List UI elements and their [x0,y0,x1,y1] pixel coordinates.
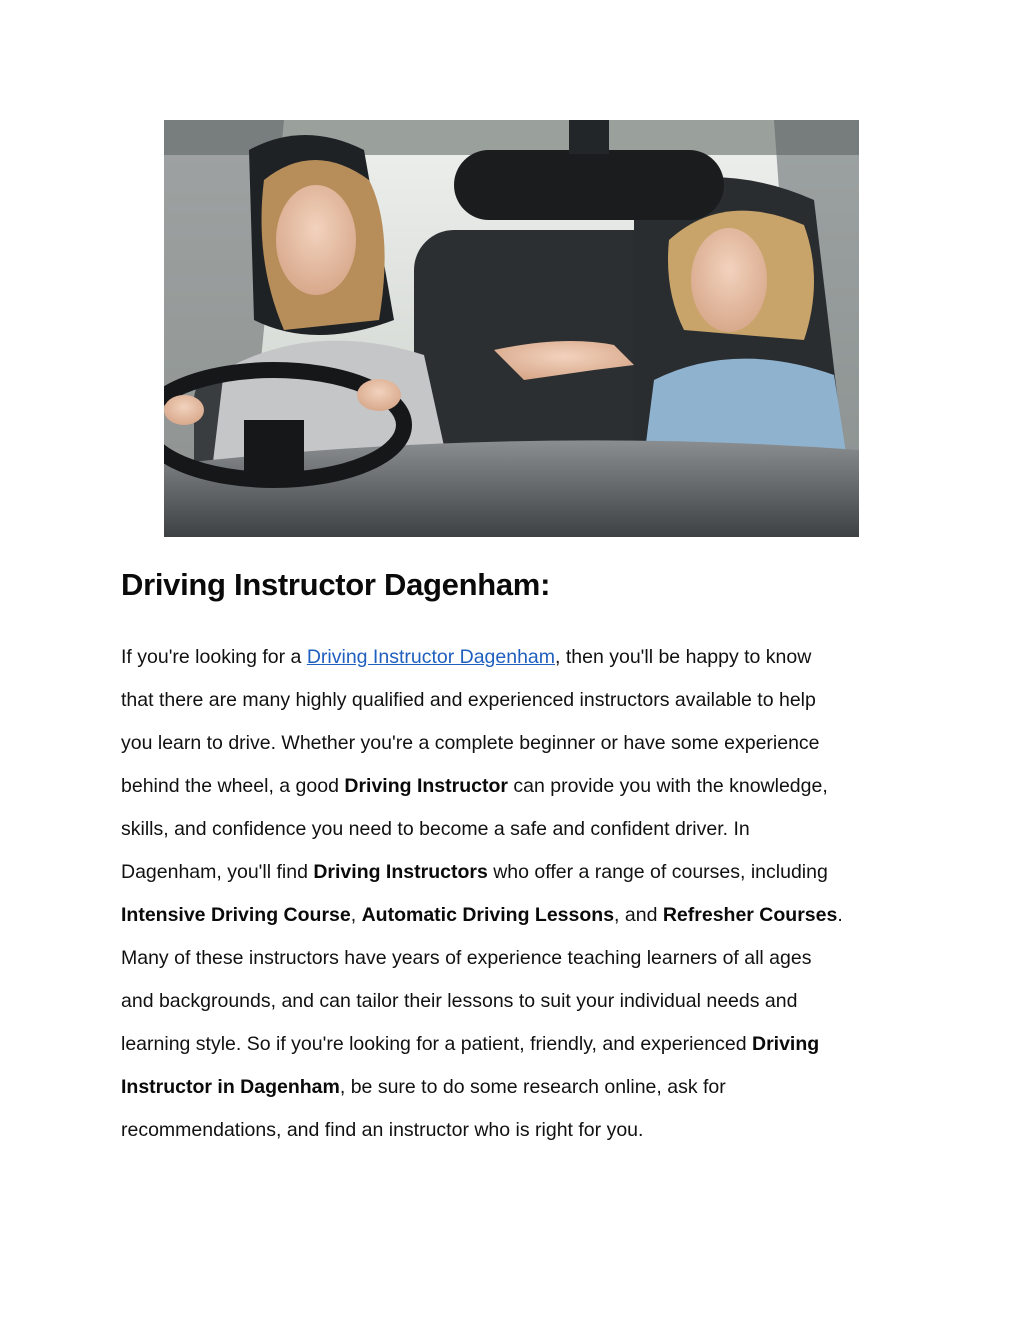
bold-term: Automatic Driving Lessons [361,904,615,926]
text-segment: , then you'll be happy to know [555,646,812,668]
bold-term: Instructor in Dagenham [121,1076,340,1098]
text-segment: Dagenham, you'll find [121,861,314,883]
article-paragraph [121,636,911,1152]
text-segment: behind the wheel, a good [121,775,345,797]
text-segment: , be sure to do some research online, ask for [339,1076,726,1098]
text-line: you learn to drive. Whether you're a complete beginner or have some experience [121,732,820,754]
text-segment: , [350,904,362,926]
text-line [121,894,911,937]
text-segment: who offer a range of courses, including [487,861,828,883]
text-segment: . [837,904,843,926]
bold-term: Driving [751,1033,820,1055]
text-line: Many of these instructors have years of experience teaching learners of all ages [121,947,812,969]
text-segment: , and [614,904,663,926]
driving-lesson-photo [164,120,859,537]
page-title: Driving Instructor Dagenham: [121,567,551,602]
text-line: that there are many highly qualified and experienced instructors available to help [121,689,816,711]
text-line [121,1066,911,1109]
text-segment: can provide you with the knowledge, [507,775,828,797]
bold-term: Driving Instructors [313,861,488,883]
text-segment: If you're looking for a [121,646,307,668]
text-line: and backgrounds, and can tailor their lessons to suit your individual needs and [121,990,798,1012]
text-line [121,851,911,894]
bold-term: Refresher Courses [662,904,838,926]
car-interior-illustration [164,120,859,537]
bold-term: Driving Instructor [344,775,508,797]
text-segment: learning style. So if you're looking for a patient, friendly, and experienced [121,1033,752,1055]
driving-instructor-dagenham-link[interactable]: Driving Instructor Dagenham [306,646,556,668]
text-line [121,765,911,808]
text-line: recommendations, and find an instructor who is right for you. [121,1119,644,1141]
text-line [121,636,911,679]
text-line [121,1023,911,1066]
bold-term: Intensive Driving Course [121,904,351,926]
text-line: skills, and confidence you need to become a safe and confident driver. In [121,818,750,840]
